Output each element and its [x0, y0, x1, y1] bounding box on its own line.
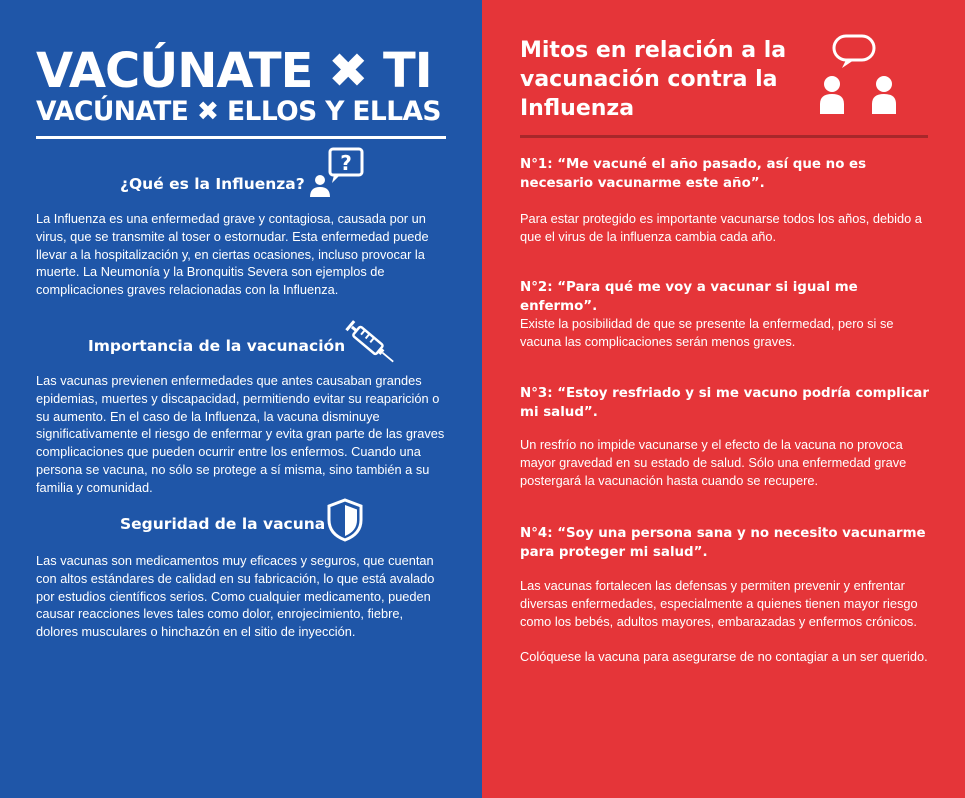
section-title-seguridad: Seguridad de la vacuna	[120, 515, 326, 533]
answer-1: Para estar protegido es importante vacunarse todos los años, debido a que el virus de la influenza cambia cada año.	[520, 211, 922, 244]
shield-icon	[326, 498, 364, 542]
headline-primary: VACÚNATE ✖ TI	[36, 43, 432, 99]
svg-text:?: ?	[340, 151, 352, 175]
myths-title: Mitos en relación a la vacunación contra la Influenza	[520, 38, 787, 121]
answer-4: Las vacunas fortalecen las defensas y permiten prevenir y enfrentar diversas enfermedades, especialmente a quienes tienen mayor riesgo como los bebés, adultos mayores, embarazadas y enfermos crónicos.	[520, 578, 918, 629]
section-title-importancia: Importancia de la vacunación	[88, 337, 346, 355]
people-chat-icon	[818, 34, 904, 116]
headline-secondary: VACÚNATE ✖ ELLOS Y ELLAS	[36, 96, 441, 127]
divider	[36, 136, 446, 139]
section-text-influenza: La Influenza es una enfermedad grave y contagiosa, causada por un virus, que se transmite al toser o estornudar. Esta enfermedad puede llevar a la hospitalización y, en ciertas ocasiones, incluso provocar la muerte. La Neumonía y la Bronquitis Severa son ejemplos de complicaciones graves relacionadas con la Influenza.	[36, 211, 429, 298]
answer-3: Un resfrío no impide vacunarse y el efecto de la vacuna no provoca mayor gravedad en su estado de salud. Sólo una enfermedad grave postergará la vacunación hasta cuando se recupere.	[520, 437, 907, 488]
section-text-seguridad: Las vacunas son medicamentos muy eficaces y seguros, que cuentan con altos estándares de calidad en su fabricación, lo que está avalado por estudios científicos serios. Como cualquier medicamento, pueden causar reacciones leves tales como dolor, enrojecimiento, fiebre, dolores musculares o hinchazón en el sitio de inyección.	[36, 553, 435, 640]
myth-2: N°2: “Para qué me voy a vacunar si igual me enfermo”.	[520, 280, 858, 314]
answer-2: Existe la posibilidad de que se presente la enfermedad, pero si se vacuna las complicaciones serán menos graves.	[520, 316, 894, 349]
question-person-icon	[306, 147, 366, 199]
myth-4: N°4: “Soy una persona sana y no necesito vacunarme para proteger mi salud”.	[520, 526, 926, 560]
myth-3: N°3: “Estoy resfriado y si me vacuno podría complicar mi salud”.	[520, 386, 929, 420]
divider	[520, 135, 928, 138]
section-text-importancia: Las vacunas previenen enfermedades que antes causaban grandes epidemias, muertes y discapacidad, permitiendo evitar su reaparición o su aumento. En el caso de la Influenza, la vacuna disminuye significativamente el riesgo de enfermar y evita gran parte de las graves complicaciones que pueden ocurrir entre los enfermos. Cuando una persona se vacuna, no sólo se protege a sí misma, sino también a su familia y comunidad.	[36, 373, 445, 495]
syringe-icon	[344, 318, 398, 368]
myth-1: N°1: “Me vacuné el año pasado, así que no es necesario vacunarme este año”.	[520, 157, 867, 191]
left-panel	[0, 0, 482, 798]
closing-message: Colóquese la vacuna para asegurarse de no contagiar a un ser querido.	[520, 649, 928, 664]
section-title-influenza: ¿Qué es la Influenza?	[120, 175, 305, 193]
